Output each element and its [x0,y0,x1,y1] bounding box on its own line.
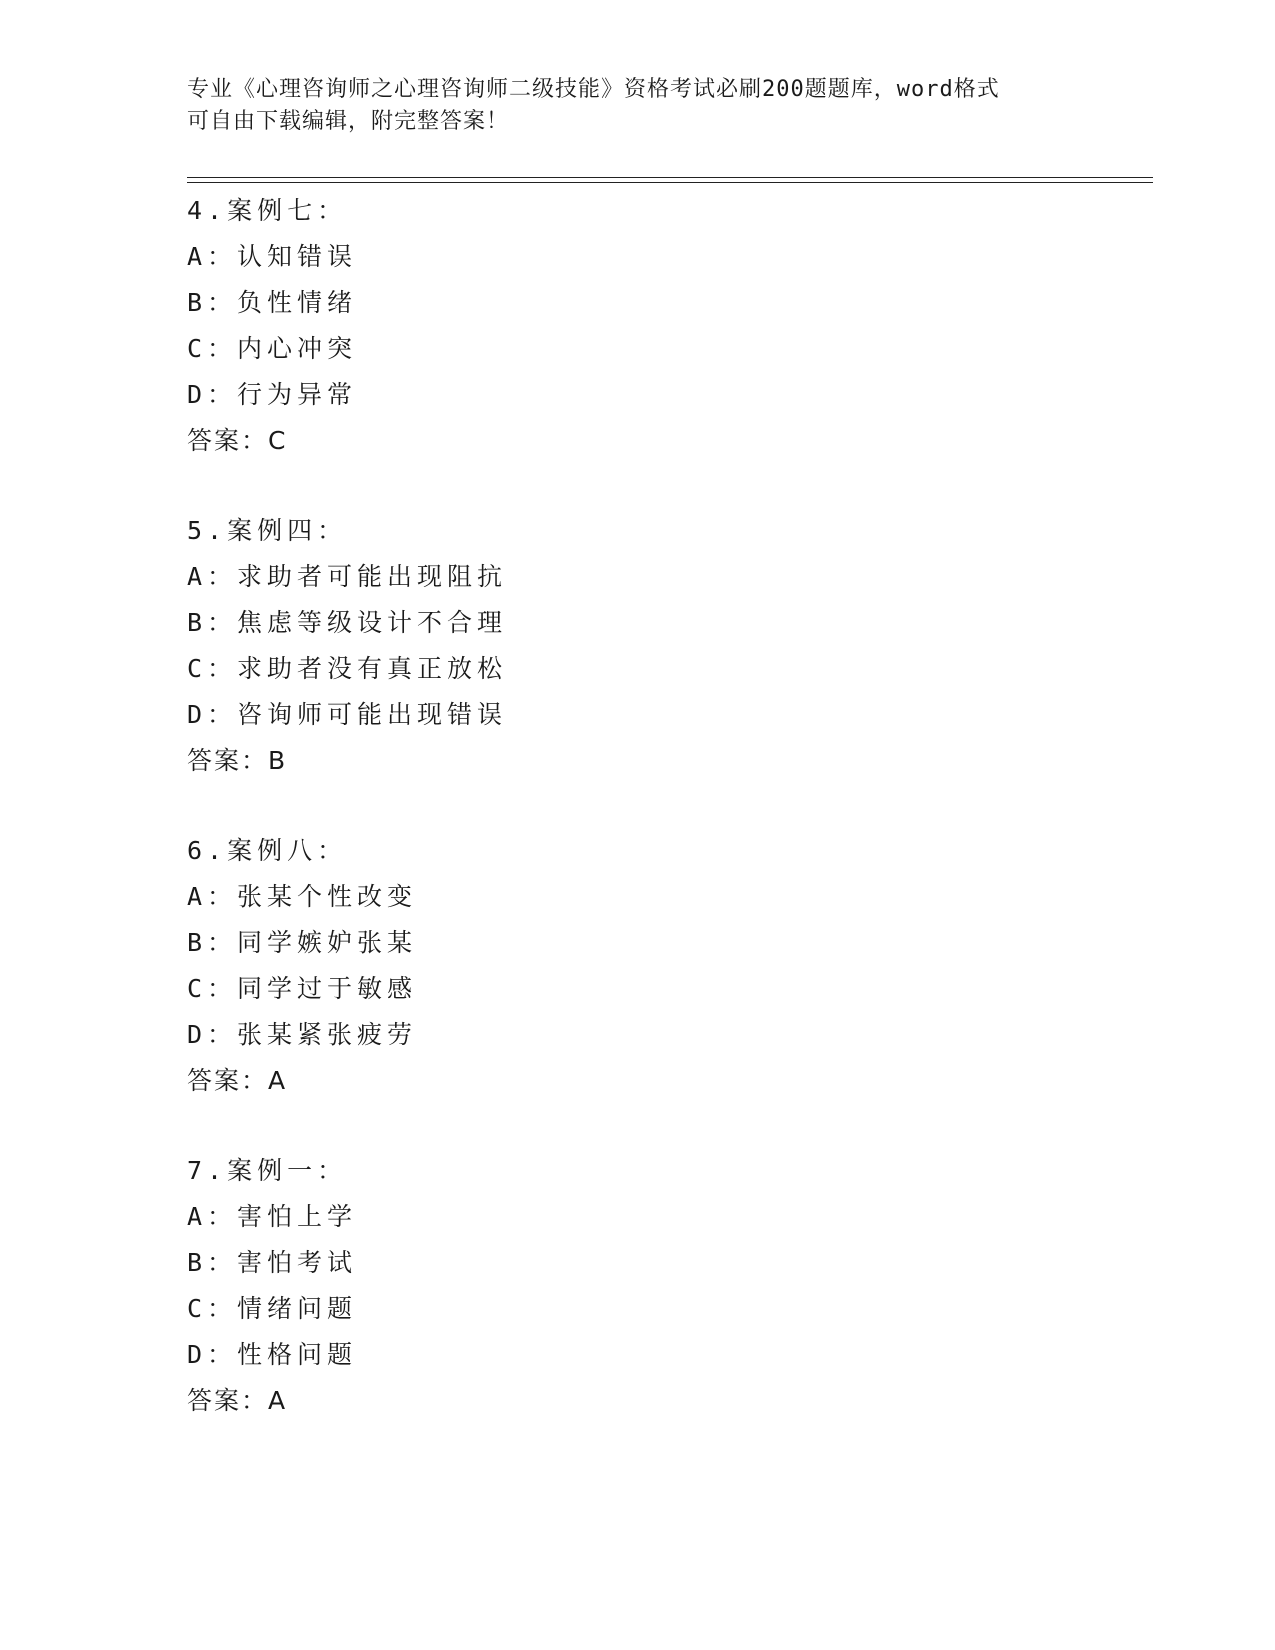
option-b: B：害怕考试 [187,1248,358,1277]
option-a: A：求助者可能出现阻抗 [187,562,508,591]
option-b: B：负性情绪 [187,288,358,317]
question-title: 4.案例七： [187,196,348,225]
question-7 [187,1148,1087,1424]
question-list [187,188,1087,1468]
question-5 [187,508,1087,784]
option-b: B：同学嫉妒张某 [187,928,418,957]
header-divider-bottom [187,182,1153,183]
option-a: A：认知错误 [187,242,358,271]
header-line-1: 专业《心理咨询师之心理咨询师二级技能》资格考试必刷200题题库，word格式 [187,77,1000,102]
question-4 [187,188,1087,464]
option-c: C：情绪问题 [187,1294,358,1323]
answer: 答案：C [187,426,288,455]
question-title: 7.案例一： [187,1156,348,1185]
answer: 答案：A [187,1066,288,1095]
option-a: A：害怕上学 [187,1202,358,1231]
question-title: 5.案例四： [187,516,348,545]
option-b: B：焦虑等级设计不合理 [187,608,508,637]
question-title: 6.案例八： [187,836,348,865]
header-line-2: 可自由下载编辑，附完整答案！ [187,109,510,134]
option-d: D：性格问题 [187,1340,358,1369]
option-c: C：求助者没有真正放松 [187,654,508,683]
option-c: C：同学过于敏感 [187,974,418,1003]
answer: 答案：A [187,1386,288,1415]
question-6 [187,828,1087,1104]
option-d: D：行为异常 [187,380,358,409]
answer: 答案：B [187,746,288,775]
option-c: C：内心冲突 [187,334,358,363]
option-d: D：张某紧张疲劳 [187,1020,418,1049]
option-d: D：咨询师可能出现错误 [187,700,508,729]
document-header [187,74,1087,138]
option-a: A：张某个性改变 [187,882,418,911]
header-divider-top [187,177,1153,178]
